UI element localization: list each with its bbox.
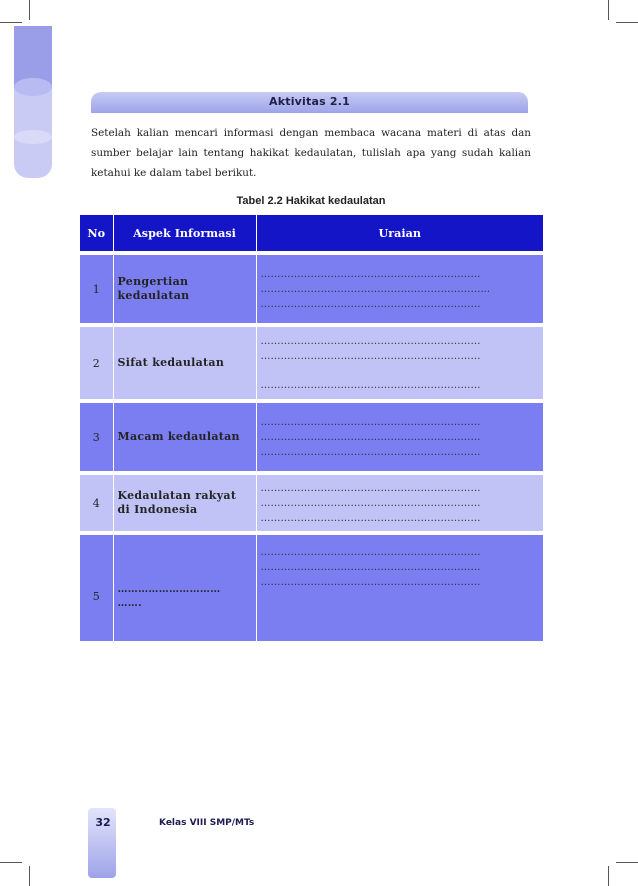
row-number: 2 <box>80 327 113 399</box>
row-description <box>256 255 543 323</box>
side-tab-wave <box>14 130 52 144</box>
row-number: 4 <box>80 475 113 531</box>
aspect-line: ………………………… <box>117 584 221 595</box>
row-aspect <box>113 327 256 399</box>
table-row <box>80 475 543 531</box>
table-row <box>80 327 543 399</box>
side-tab-wave <box>14 78 52 96</box>
row-number: 1 <box>80 255 113 323</box>
row-description <box>256 327 543 399</box>
dotted-line: ………………………………………………………… <box>260 446 481 458</box>
crop-mark-top-right-h <box>616 22 638 23</box>
row-number: 3 <box>80 403 113 471</box>
aspect-line: Sifat kedaulatan <box>117 356 225 369</box>
dotted-line: ………………………………………………………… <box>260 497 481 509</box>
row-description <box>256 403 543 471</box>
aspect-line: Macam kedaulatan <box>117 430 240 443</box>
header-description: Uraian <box>256 215 543 251</box>
aspect-line: di Indonesia <box>117 503 198 516</box>
page-number: 32 <box>95 816 111 829</box>
dotted-line: ………………………………………………………… <box>260 512 481 524</box>
dotted-line: ………………………………………………………… <box>260 431 481 443</box>
dotted-line: ………………………………………………………… <box>260 482 481 494</box>
row-description <box>256 475 543 531</box>
row-aspect <box>113 475 256 531</box>
aspect-line: Pengertian <box>117 275 189 288</box>
crop-mark-bottom-right-v <box>608 866 609 886</box>
table-row <box>80 403 543 471</box>
header-no: No <box>80 215 113 251</box>
dotted-line: ………………………………………………………… <box>260 335 481 347</box>
aspect-line: kedaulatan <box>117 289 190 302</box>
activity-title: Aktivitas 2.1 <box>269 95 350 108</box>
crop-mark-bottom-left-v <box>29 866 30 886</box>
crop-mark-bottom-left-h <box>0 862 22 863</box>
sovereignty-table <box>80 215 543 641</box>
dotted-line: ………………………………………………………… <box>260 577 481 588</box>
row-aspect <box>113 535 256 641</box>
row-aspect <box>113 403 256 471</box>
table-row <box>80 255 543 323</box>
crop-mark-top-left-h <box>0 22 22 23</box>
book-title: Kelas VIII SMP/MTs <box>159 818 255 828</box>
dotted-line: ………………………………………………………… <box>260 268 481 280</box>
row-number: 5 <box>80 535 113 641</box>
dotted-line: ………………………………………………………… <box>260 416 481 428</box>
intro-paragraph: Setelah kalian mencari informasi dengan membaca wacana materi di atas dan sumber belajar lain tentang hakikat kedaulatan, tulislah apa yang sudah kalian ketahui ke dalam tabel berikut. <box>91 127 531 179</box>
header-aspect: Aspek Informasi <box>113 215 256 251</box>
crop-mark-bottom-right-h <box>616 862 638 863</box>
dotted-line: ………………………………………………………… <box>260 562 481 573</box>
aspect-line: Kedaulatan rakyat <box>117 489 237 502</box>
dotted-line: ………………………………………………………… <box>260 547 481 558</box>
table-caption: Tabel 2.2 Hakikat kedaulatan <box>236 195 386 207</box>
table-header-row <box>80 215 543 251</box>
table-row <box>80 535 543 641</box>
row-aspect <box>113 255 256 323</box>
dotted-line: ………………………………………………………… <box>260 298 481 310</box>
crop-mark-top-left-v <box>29 0 30 20</box>
dotted-line: ………………………………………………………… <box>260 350 481 362</box>
row-description <box>256 535 543 641</box>
crop-mark-top-right-v <box>608 0 609 20</box>
dotted-line: ………………………………………………………… <box>260 379 481 391</box>
aspect-line: ……. <box>117 598 142 609</box>
dotted-line: …………………………………………………………... <box>260 283 491 295</box>
